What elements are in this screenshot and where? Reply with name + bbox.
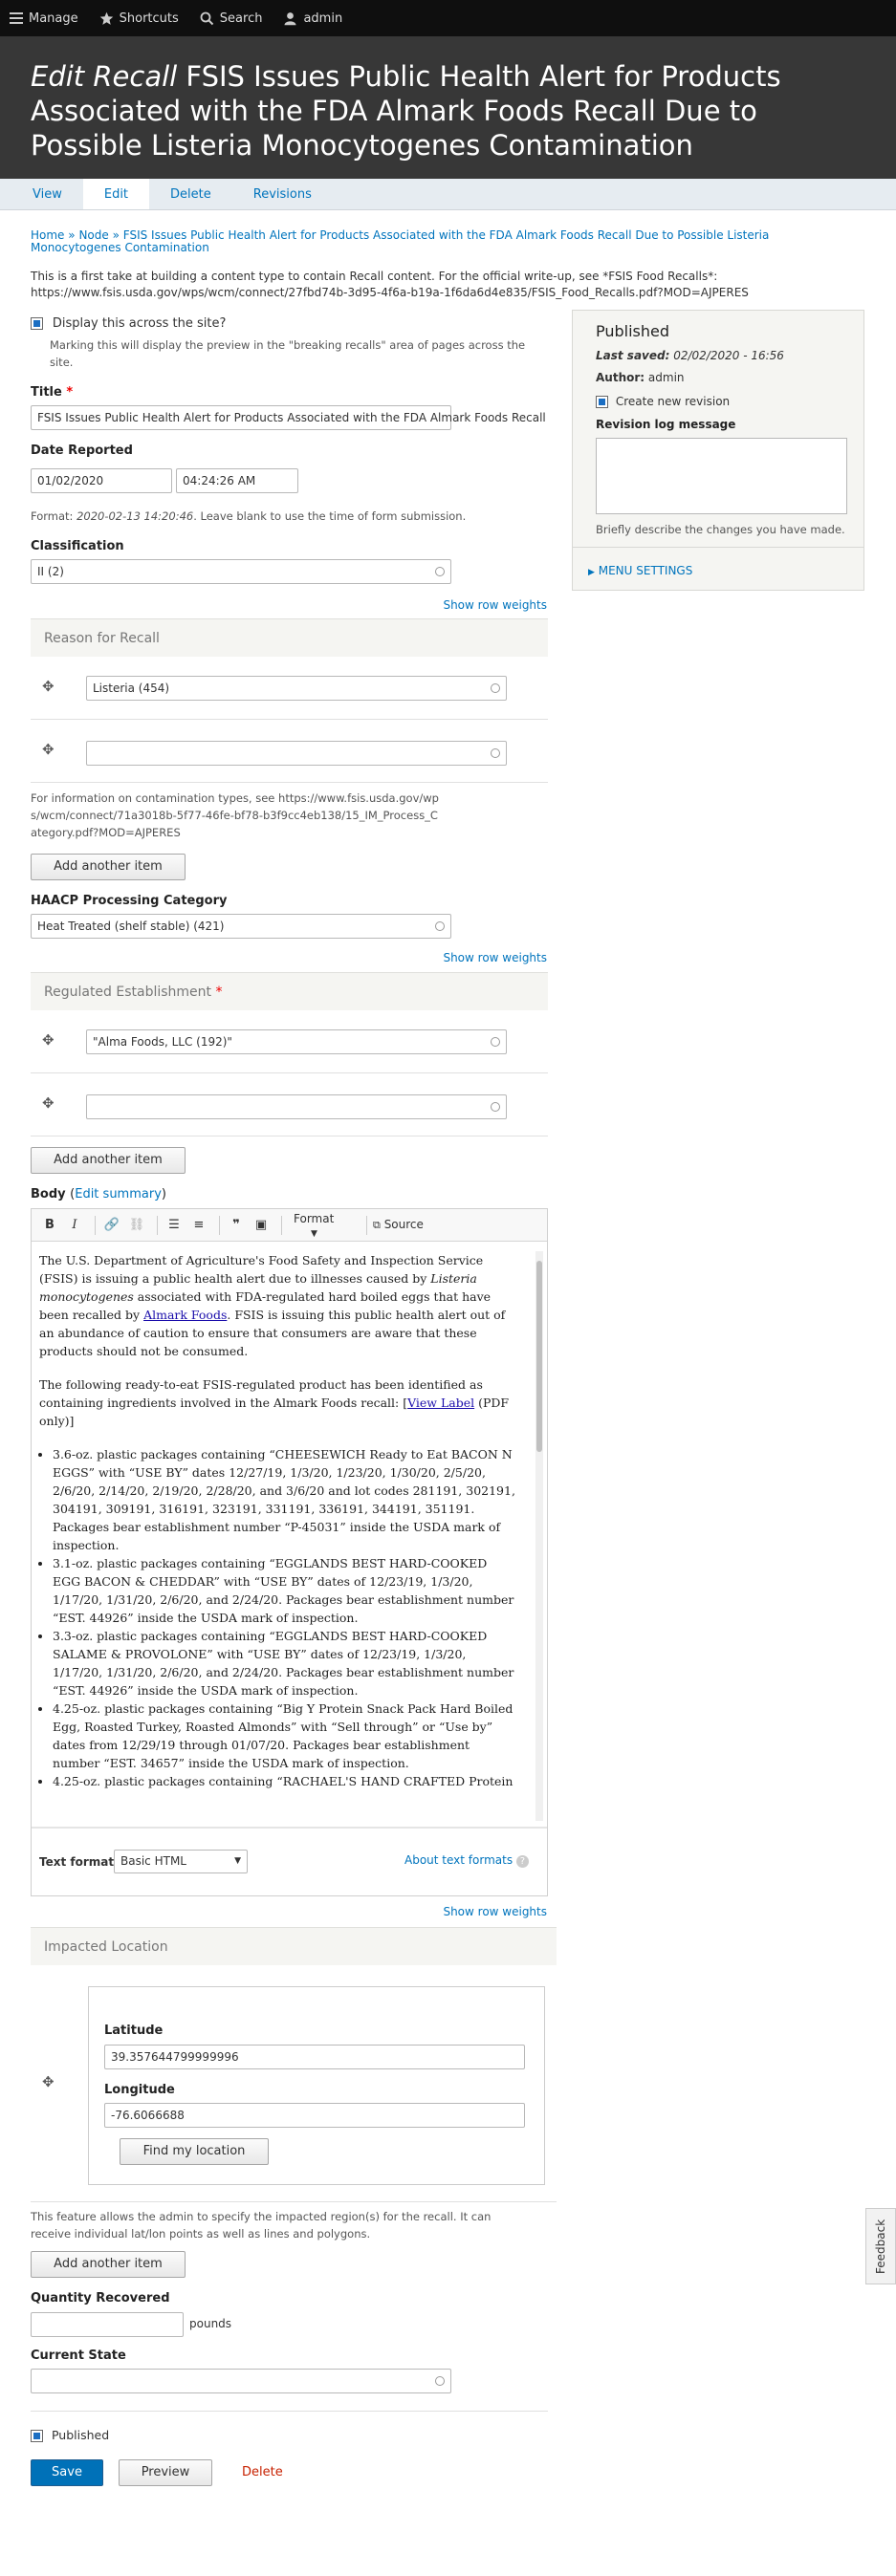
product-list xyxy=(39,1445,517,1790)
classification-input[interactable] xyxy=(31,559,451,584)
breadcrumb xyxy=(31,229,815,254)
chevron-down-icon: ▼ xyxy=(234,1856,241,1866)
toolbar-manage[interactable] xyxy=(10,11,78,26)
sidebar-status: Published xyxy=(596,322,670,340)
quantity-unit: pounds xyxy=(189,2317,232,2330)
list-item: • 3.3-oz. plastic packages containing “EGGLANDS BEST HARD-COOKED SALAME & PROVOLONE” with “USE BY” dates of 12/23/19, 1/3/20, 1/17/20, 1/31/20, 2/6/20, and 2/24/20. Packages bear establishment number “EST. 44926” inside the USDA mark of inspection. xyxy=(53,1627,517,1699)
author-label: Author: xyxy=(596,371,645,384)
format-dropdown-label: Format xyxy=(294,1211,335,1225)
date-reported-label: Date Reported xyxy=(31,444,133,458)
drag-handle-icon[interactable]: ✥ xyxy=(42,1031,55,1049)
delete-link[interactable]: Delete xyxy=(242,2465,283,2479)
breadcrumb-current[interactable]: FSIS Issues Public Health Alert for Products Associated with the FDA Almark Foods Recall Due to Possible Listeria Monocytogenes Contamination xyxy=(31,228,770,254)
save-button[interactable]: Save xyxy=(31,2459,103,2486)
date-format-example: 2020-02-13 14:20:46 xyxy=(76,509,194,523)
last-saved xyxy=(596,349,784,362)
current-state-input[interactable] xyxy=(31,2369,451,2393)
required-marker: * xyxy=(215,985,223,1000)
menu-settings-label: MENU SETTINGS xyxy=(598,564,693,577)
page-header xyxy=(0,36,896,179)
toolbar-divider xyxy=(95,1216,96,1235)
location-box xyxy=(88,1986,545,2185)
haccp-label: HAACP Processing Category xyxy=(31,894,228,908)
image-icon[interactable]: ▣ xyxy=(254,1218,268,1232)
text-format-value: Basic HTML xyxy=(120,1854,186,1868)
quantity-label: Quantity Recovered xyxy=(31,2291,170,2305)
autocomplete-icon xyxy=(435,2376,445,2386)
add-establishment-button[interactable]: Add another item xyxy=(31,1147,186,1174)
almark-foods-link[interactable]: Almark Foods xyxy=(143,1308,228,1322)
longitude-label: Longitude xyxy=(104,2083,175,2097)
about-text-formats-link[interactable] xyxy=(404,1853,529,1868)
revision-log-textarea[interactable] xyxy=(596,438,847,514)
revision-log-label: Revision log message xyxy=(596,418,736,431)
list-item: • 4.25-oz. plastic packages containing “Big Y Protein Snack Pack Hard Boiled Egg, Roasted Turkey, Roasted Almonds” with “Sell through” or “Use by” dates from 12/29/19 through 01/07/20. Packages bear establishment number “EST. 34657” inside the USDA mark of inspection. xyxy=(53,1699,517,1772)
page-title-prefix: Edit Recall xyxy=(31,60,178,93)
breadcrumb-separator: » xyxy=(68,228,76,242)
divider xyxy=(573,547,863,548)
toolbar-divider xyxy=(366,1216,367,1235)
classification-value: II (2) xyxy=(37,565,64,578)
published-label: Published xyxy=(51,2428,110,2442)
link-icon[interactable]: 🔗 xyxy=(103,1218,120,1232)
preview-button[interactable]: Preview xyxy=(119,2459,212,2486)
toolbar-search-label: Search xyxy=(219,11,263,26)
bulleted-list-icon[interactable]: ☰ xyxy=(168,1218,180,1232)
autocomplete-icon xyxy=(491,1037,500,1047)
toolbar-divider xyxy=(281,1216,282,1235)
editor-scrollbar[interactable] xyxy=(535,1251,543,1821)
toolbar-user[interactable] xyxy=(283,11,342,26)
reason-info-text: For information on contamination types, see https://www.fsis.usda.gov/wps/wcm/connect/71a3018b-5f77-46fe-bf78-b3f9cc4eb138/15_IM_Process_Category.pdf?MOD=AJPERES xyxy=(31,791,439,839)
establishment-input[interactable] xyxy=(86,1029,507,1054)
meta-sidebar xyxy=(572,310,864,591)
quantity-input[interactable] xyxy=(31,2312,184,2337)
italic-icon[interactable]: I xyxy=(72,1218,77,1232)
page-title-text: FSIS Issues Public Health Alert for Products Associated with the FDA Almark Foods Recall Due to Possible Listeria Monocytogenes Contamination xyxy=(31,60,781,162)
show-row-weights-link[interactable]: Show row weights xyxy=(443,598,547,612)
drag-handle-icon[interactable]: ✥ xyxy=(42,1094,55,1112)
autocomplete-icon xyxy=(491,1102,500,1112)
display-site-description: Marking this will display the preview in the "breaking recalls" area of pages across the site. xyxy=(50,338,526,369)
author-value: admin xyxy=(647,371,685,384)
source-button[interactable] xyxy=(373,1218,424,1232)
new-revision-checkbox[interactable] xyxy=(596,396,608,408)
primary-tabs xyxy=(0,179,896,210)
source-button-label: Source xyxy=(383,1218,424,1231)
body-paragraph xyxy=(39,1375,517,1430)
reason-value: Listeria (454) xyxy=(93,682,170,695)
establishment-row xyxy=(31,1073,548,1136)
autocomplete-icon xyxy=(491,748,500,758)
tab-delete[interactable]: Delete xyxy=(170,187,211,202)
new-revision-field xyxy=(596,395,730,408)
editor-content[interactable] xyxy=(39,1251,517,1825)
date-format-suffix: . Leave blank to use the time of form submission. xyxy=(193,509,467,523)
body-text: (PDF only)] xyxy=(39,1396,510,1428)
tab-edit[interactable]: Edit xyxy=(83,179,149,209)
display-site-field xyxy=(31,316,547,371)
new-revision-label: Create new revision xyxy=(615,395,731,408)
establishment-row xyxy=(31,1010,548,1073)
unlink-icon[interactable]: ⛓ xyxy=(128,1218,145,1232)
breadcrumb-separator: » xyxy=(112,228,120,242)
current-state-label: Current State xyxy=(31,2349,126,2363)
triangle-right-icon: ▶ xyxy=(588,568,595,577)
reason-input[interactable] xyxy=(86,741,507,766)
numbered-list-icon[interactable]: ≡ xyxy=(193,1218,205,1232)
edit-summary-link[interactable]: Edit summary xyxy=(75,1187,162,1201)
impacted-location-heading: Impacted Location xyxy=(31,1927,557,1965)
toolbar-manage-label: Manage xyxy=(29,11,78,26)
autocomplete-icon xyxy=(435,567,445,576)
body-paragraph xyxy=(39,1251,517,1360)
toolbar-search[interactable] xyxy=(200,11,263,26)
title-label-text: Title xyxy=(31,385,62,400)
autocomplete-icon xyxy=(435,921,445,931)
haccp-input[interactable] xyxy=(31,914,451,939)
toolbar-user-label: admin xyxy=(303,11,343,26)
published-field xyxy=(31,2428,109,2442)
search-icon xyxy=(200,11,214,26)
tab-view[interactable]: View xyxy=(33,187,62,202)
bold-icon[interactable]: B xyxy=(45,1218,55,1232)
latitude-input[interactable]: 39.357644799999996 xyxy=(104,2045,525,2069)
admin-toolbar xyxy=(0,0,896,36)
text-format-select[interactable] xyxy=(114,1850,248,1873)
toolbar-shortcuts[interactable] xyxy=(99,11,179,26)
text-format-label: Text format xyxy=(39,1855,115,1869)
establishment-heading-text: Regulated Establishment xyxy=(44,985,212,1000)
longitude-input[interactable]: -76.6066688 xyxy=(104,2103,525,2128)
add-reason-button[interactable]: Add another item xyxy=(31,854,186,880)
haccp-value: Heat Treated (shelf stable) (421) xyxy=(37,920,225,933)
required-marker: * xyxy=(66,385,74,400)
help-icon: ? xyxy=(516,1855,529,1868)
editor-toolbar xyxy=(32,1209,547,1242)
last-saved-label: Last saved: xyxy=(596,349,670,362)
toolbar-divider xyxy=(219,1216,220,1235)
list-item: • 3.1-oz. plastic packages containing “EGGLANDS BEST HARD-COOKED EGG BACON & CHEDDAR” with “USE BY” dates of 12/23/19, 1/3/20, 1/17/20, 1/31/20, 2/6/20, and 2/24/20. Packages bear establishment number “EST. 44926” inside the USDA mark of inspection. xyxy=(53,1554,517,1627)
show-row-weights-link[interactable]: Show row weights xyxy=(443,951,547,964)
star-icon xyxy=(99,11,114,26)
classification-label: Classification xyxy=(31,539,124,553)
view-label-link[interactable]: View Label xyxy=(407,1396,475,1410)
time-input[interactable]: 04:24:26 AM xyxy=(176,468,298,493)
body-label: Body (Edit summary) xyxy=(31,1187,166,1201)
title-input[interactable]: FSIS Issues Public Health Alert for Products Associated with the FDA Almark Foods Recall xyxy=(31,405,451,430)
source-icon: ⧉ xyxy=(373,1219,381,1231)
drag-handle-icon[interactable]: ✥ xyxy=(42,2073,55,2090)
scrollbar-thumb[interactable] xyxy=(536,1261,542,1452)
display-site-label: Display this across the site? xyxy=(52,316,227,331)
about-text-formats-label: About text formats xyxy=(404,1853,514,1867)
list-item: • 3.6-oz. plastic packages containing “CHEESEWICH Ready to Eat BACON N EGGS” with “USE BY” dates 12/27/19, 1/3/20, 1/23/20, 1/30/20, 2/5/20, 2/6/20, 2/14/20, 2/19/20, 2/28/20, and 3/6/20 and lot codes 281191, 302191, 304191, 309191, 316191, 323191, 331191, 336191, 344191, 351191. Packages bear establishment number “P-45031” inside the USDA mark of inspection. xyxy=(53,1445,517,1554)
reason-row xyxy=(31,657,548,720)
body-text: . FSIS is issuing this public health alert out of an abundance of caution to ensure that consumers are aware that these products should not be consumed. xyxy=(39,1308,506,1358)
published-checkbox[interactable] xyxy=(31,2430,43,2442)
establishment-section-heading xyxy=(31,972,548,1010)
latitude-label: Latitude xyxy=(104,2024,164,2038)
author xyxy=(596,371,685,384)
last-saved-value: 02/02/2020 - 16:56 xyxy=(673,349,784,362)
body-text: associated with FDA-regulated hard boiled eggs that have been recalled by xyxy=(39,1289,492,1322)
establishment-input[interactable] xyxy=(86,1094,507,1119)
title-label xyxy=(31,385,73,400)
establishment-value: "Alma Foods, LLC (192)" xyxy=(93,1035,232,1049)
menu-settings-toggle[interactable] xyxy=(588,564,692,577)
blockquote-icon[interactable]: ❞ xyxy=(232,1218,240,1232)
drag-handle-icon[interactable]: ✥ xyxy=(42,678,55,695)
drag-handle-icon[interactable]: ✥ xyxy=(42,741,55,758)
toolbar-shortcuts-label: Shortcuts xyxy=(119,11,179,26)
body-editor xyxy=(31,1208,548,1896)
display-site-checkbox[interactable] xyxy=(31,317,43,330)
chevron-down-icon: ▼ xyxy=(311,1228,317,1239)
body-text: The U.S. Department of Agriculture's Food Safety and Inspection Service (FSIS) is issuing a public health alert due to illnesses caused by xyxy=(39,1253,484,1286)
revision-log-help: Briefly describe the changes you have made. xyxy=(596,523,845,536)
breadcrumb-home[interactable]: Home xyxy=(31,228,65,242)
show-row-weights-link[interactable]: Show row weights xyxy=(443,1905,547,1918)
body-label-text: Body xyxy=(31,1187,66,1201)
date-input[interactable]: 01/02/2020 xyxy=(31,468,172,493)
format-dropdown[interactable] xyxy=(294,1212,361,1239)
date-format-prefix: Format: xyxy=(31,509,77,523)
date-format-note xyxy=(31,509,466,523)
impacted-location-note: This feature allows the admin to specify the impacted region(s) for the recall. It can receive individual lat/lon points as well as lines and polygons. xyxy=(31,2210,492,2240)
autocomplete-icon xyxy=(491,683,500,693)
menu-icon xyxy=(10,12,23,24)
editor-resize-bar[interactable] xyxy=(32,1827,547,1829)
body-italic-text: Listeria monocytogenes xyxy=(39,1271,477,1304)
find-my-location-button[interactable]: Find my location xyxy=(120,2138,269,2165)
user-icon xyxy=(283,11,297,26)
reason-row xyxy=(31,720,548,783)
breadcrumb-node[interactable]: Node xyxy=(78,228,109,242)
toolbar-divider xyxy=(157,1216,158,1235)
intro-text: This is a first take at building a content type to contain Recall content. For the official write-up, see *FSIS Food Recalls*: https://www.fsis.usda.gov/wps/wcm/connect/27fbd74b-3d95-4f6a-b19a-1f6da6d4e835/FSIS_Food_Recalls.pdf?MOD=AJPERES xyxy=(31,270,749,299)
reason-section-heading: Reason for Recall xyxy=(31,618,548,657)
page-title xyxy=(31,59,865,162)
feedback-tab[interactable]: Feedback xyxy=(865,2208,896,2284)
divider xyxy=(31,2201,557,2202)
tab-revisions[interactable]: Revisions xyxy=(252,187,312,202)
divider xyxy=(31,2411,548,2412)
reason-input[interactable] xyxy=(86,676,507,701)
list-item: • 4.25-oz. plastic packages containing “RACHAEL'S HAND CRAFTED Protein xyxy=(53,1772,517,1790)
body-text: The following ready-to-eat FSIS-regulated product has been identified as containing ingredients involved in the Almark Foods recall: [ xyxy=(39,1377,483,1410)
add-location-button[interactable]: Add another item xyxy=(31,2251,186,2278)
